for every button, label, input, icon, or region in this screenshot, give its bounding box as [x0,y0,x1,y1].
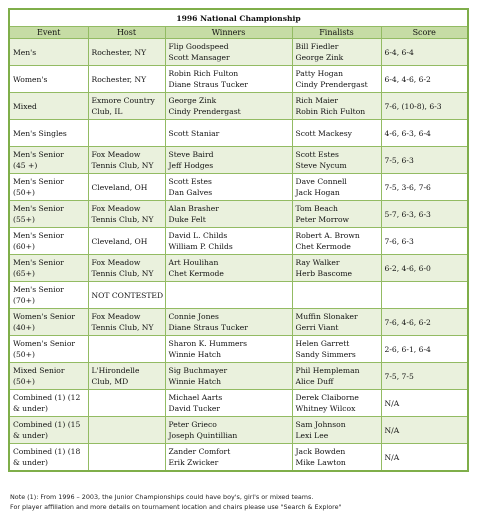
winners-line: Jeff Hodges [168,161,214,170]
winners-line: Duke Felt [168,215,206,224]
winners-cell [165,174,292,201]
event-cell [9,201,88,228]
header-finalists: Finalists [292,27,381,39]
finalists-cell [292,417,381,444]
finalists-line: Chet Kermode [295,242,351,251]
event-line: Mixed [13,101,37,111]
winners-line: Winnie Hatch [168,350,222,359]
winners-line: Art Houlihan [168,258,219,267]
event-line: (55+) [13,215,35,224]
winners-cell [165,255,292,282]
table-row [9,363,468,390]
table-row [9,390,468,417]
event-line: Men's Singles [13,128,67,138]
host-cell [88,309,165,336]
score-cell: 4-6, 6-3, 6-4 [381,120,468,147]
host-cell [88,147,165,174]
event-cell [9,174,88,201]
finalists-line: Steve Nycum [295,161,347,170]
winners-cell [165,282,292,309]
finalists-line: Rich Maier [295,96,339,105]
table-row [9,147,468,174]
winners-cell [165,363,292,390]
score-cell: N/A [381,390,468,417]
event-line: & under) [13,458,48,467]
host-cell [88,174,165,201]
event-line: & under) [13,431,48,440]
table-title: 1996 National Championship [9,9,468,27]
host-cell [88,336,165,363]
table-row [9,201,468,228]
score-cell: 7-6, 4-6, 6-2 [381,309,468,336]
event-line: Combined (1) (12 [13,393,81,402]
host-line: L'Hirondelle [91,366,140,375]
winners-line: Connie Jones [168,312,219,321]
winners-cell [165,417,292,444]
winners-line: Steve Baird [168,150,214,159]
finalists-line: Helen Garrett [295,339,350,348]
event-line: (50+) [13,188,35,197]
score-cell: 2-6, 6-1, 6-4 [381,336,468,363]
finalists-cell [292,444,381,472]
score-cell: 6-4, 6-4 [381,39,468,66]
winners-line: Scott Mansager [168,53,230,62]
finalists-line: Robert A. Brown [295,231,360,240]
finalists-line: Bill Fiedler [295,42,339,51]
host-line: Fox Meadow [91,150,141,159]
winners-line: Robin Rich Fulton [168,69,239,78]
host-cell [88,120,165,147]
host-line: Fox Meadow [91,312,141,321]
event-cell [9,444,88,472]
header-row [9,27,468,39]
winners-line: Alan Brasher [168,204,219,213]
finalists-cell [292,228,381,255]
score-cell: 6-4, 4-6, 6-2 [381,66,468,93]
event-cell [9,255,88,282]
event-line: Men's [13,47,37,57]
table-row [9,120,468,147]
host-line: Club, MD [91,377,129,386]
finalists-line: Tom Beach [295,204,338,213]
host-line: Tennis Club, NY [91,215,154,224]
winners-line: Zander Comfort [168,447,231,456]
host-line: Rochester, NY [91,47,147,57]
finalists-cell [292,309,381,336]
finalists-line: Robin Rich Fulton [295,107,366,116]
winners-line: George Zink [168,96,217,105]
winners-line: Diane Straus Tucker [168,323,248,332]
winners-line: David Tucker [168,404,221,413]
table-row [9,66,468,93]
host-cell [88,39,165,66]
table-row [9,309,468,336]
finalists-line: Mike Lawton [295,458,346,467]
championship-frame [8,8,467,472]
finalists-line: Alice Duff [295,377,334,386]
event-line: Men's Senior [13,177,64,186]
finalists-line: Scott Mackesy [295,128,352,138]
finalists-line: Lexi Lee [295,431,329,440]
event-cell [9,309,88,336]
score-cell: 7-6, 6-3 [381,228,468,255]
winners-cell [165,93,292,120]
host-cell [88,444,165,472]
event-line: Men's Senior [13,258,64,267]
event-cell [9,390,88,417]
host-cell [88,363,165,390]
finalists-cell [292,147,381,174]
score-cell: 7-6, (10-8), 6-3 [381,93,468,120]
score-cell [381,282,468,309]
winners-cell [165,444,292,472]
event-cell [9,363,88,390]
score-cell: 7-5, 3-6, 7-6 [381,174,468,201]
finalists-cell [292,120,381,147]
finalists-line: George Zink [295,53,344,62]
winners-line: Diane Straus Tucker [168,80,248,89]
finalists-line: Dave Connell [295,177,347,186]
host-cell [88,66,165,93]
event-line: (70+) [13,296,35,305]
host-line: Tennis Club, NY [91,323,154,332]
event-line: Men's Senior [13,231,64,240]
winners-cell [165,39,292,66]
winners-line: Peter Grieco [168,420,217,429]
finalists-cell [292,93,381,120]
finalists-cell [292,201,381,228]
host-cell [88,228,165,255]
host-line: Cleveland, OH [91,236,148,246]
finalists-line: Whitney Wilcox [295,404,356,413]
event-line: (60+) [13,242,35,251]
table-body [9,39,468,472]
event-line: Combined (1) (18 [13,447,81,456]
event-cell [9,336,88,363]
event-cell [9,147,88,174]
host-line: Cleveland, OH [91,182,148,192]
host-cell [88,93,165,120]
table-row [9,336,468,363]
host-line: Tennis Club, NY [91,269,154,278]
winners-line: Joseph Quintillian [168,431,238,440]
finalists-cell [292,282,381,309]
event-line: Women's [13,74,48,84]
header-event: Event [9,27,88,39]
event-line: Women's Senior [13,339,76,348]
event-line: (65+) [13,269,35,278]
finalists-line: Cindy Prendergast [295,80,368,89]
winners-line: Sharon K. Hummers [168,339,248,348]
finalists-line: Derek Claiborne [295,393,359,402]
footnote-line: For player affiliation and more details on tournament location and chairs please use "Search & Explore" [10,503,342,511]
winners-cell [165,228,292,255]
score-cell: 6-2, 4-6, 6-0 [381,255,468,282]
table-row [9,444,468,472]
score-cell: 7-5, 6-3 [381,147,468,174]
finalists-line: Sandy Simmers [295,350,356,359]
host-cell [88,282,165,309]
finalists-line: Gerri Viant [295,323,339,332]
finalists-cell [292,174,381,201]
host-line: Exmore Country [91,96,155,105]
host-line: Fox Meadow [91,258,141,267]
table-row [9,174,468,201]
header-winners: Winners [165,27,292,39]
host-line: NOT CONTESTED [91,290,164,300]
score-cell: 7-5, 7-5 [381,363,468,390]
finalists-line: Phil Hempleman [295,366,360,375]
winners-line: Erik Zwicker [168,458,219,467]
event-line: & under) [13,404,48,413]
event-line: (45 +) [13,161,38,170]
championship-table [8,8,469,472]
event-cell [9,282,88,309]
event-line: Mixed Senior [13,366,65,375]
host-cell [88,390,165,417]
winners-line: Sig Buchmayer [168,366,228,375]
finalists-line: Muffin Slonaker [295,312,358,321]
finalists-line: Sam Johnson [295,420,346,429]
winners-cell [165,201,292,228]
event-cell [9,66,88,93]
score-cell: N/A [381,417,468,444]
event-cell [9,93,88,120]
table-row [9,228,468,255]
finalists-cell [292,363,381,390]
finalists-line: Herb Bascome [295,269,353,278]
footnote-line: Note (1): From 1996 – 2003, the Junior Championships could have boy's, girl's or mixed teams. [10,493,314,501]
host-line: Rochester, NY [91,74,147,84]
winners-line: William P. Childs [168,242,233,251]
winners-cell [165,309,292,336]
event-cell [9,417,88,444]
footnote [10,492,470,512]
event-line: Men's Senior [13,150,64,159]
host-cell [88,255,165,282]
host-line: Club, IL [91,107,123,116]
host-cell [88,417,165,444]
table-row [9,255,468,282]
host-line: Tennis Club, NY [91,161,154,170]
finalists-line: Scott Estes [295,150,339,159]
winners-line: Chet Kermode [168,269,224,278]
finalists-cell [292,336,381,363]
winners-line: Winnie Hatch [168,377,222,386]
winners-line: Michael Aarts [168,393,223,402]
event-cell [9,228,88,255]
header-host: Host [88,27,165,39]
table-row [9,93,468,120]
table-row [9,282,468,309]
finalists-cell [292,390,381,417]
finalists-cell [292,66,381,93]
winners-line: David L. Childs [168,231,228,240]
event-line: Women's Senior [13,312,76,321]
finalists-line: Jack Hogan [295,188,340,197]
winners-line: Dan Galves [168,188,213,197]
finalists-cell [292,255,381,282]
winners-cell [165,120,292,147]
event-line: (50+) [13,377,35,386]
winners-cell [165,390,292,417]
winners-line: Scott Estes [168,177,212,186]
finalists-line: Jack Bowden [295,447,346,456]
score-cell: N/A [381,444,468,472]
table-row [9,417,468,444]
event-line: (40+) [13,323,35,332]
event-line: Combined (1) (15 [13,420,81,429]
winners-line: Flip Goodspeed [168,42,229,51]
winners-cell [165,66,292,93]
finalists-cell [292,39,381,66]
header-score: Score [381,27,468,39]
winners-line: Cindy Prendergast [168,107,241,116]
host-cell [88,201,165,228]
event-line: (50+) [13,350,35,359]
event-line: Men's Senior [13,204,64,213]
event-cell [9,39,88,66]
finalists-line: Patty Hogan [295,69,344,78]
winners-cell [165,147,292,174]
finalists-line: Peter Morrow [295,215,350,224]
finalists-line: Ray Walker [295,258,340,267]
score-cell: 5-7, 6-3, 6-3 [381,201,468,228]
winners-line: Scott Staniar [168,128,220,138]
table-row [9,39,468,66]
winners-cell [165,336,292,363]
event-line: Men's Senior [13,285,64,294]
event-cell [9,120,88,147]
host-line: Fox Meadow [91,204,141,213]
